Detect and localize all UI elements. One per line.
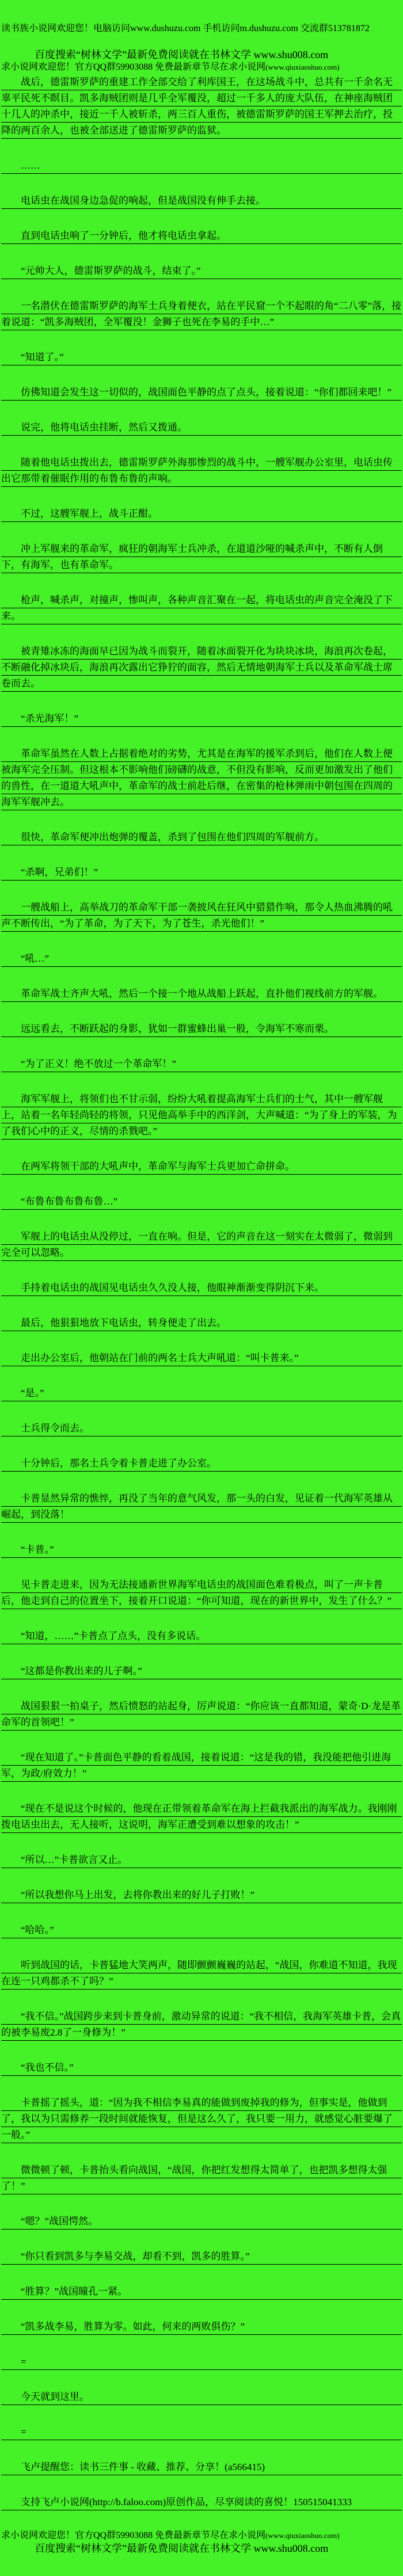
promo-qiuxiaoshuo-bottom-text: 求小说网欢迎您！官方QQ群59903088 免费最新章节尽在求小说网	[1, 2531, 266, 2540]
novel-paragraph: 革命军战士齐声大吼，然后一个接一个地从战船上跃起，直扑他们视线前方的军舰。	[1, 986, 402, 1002]
novel-paragraph: =	[1, 2424, 402, 2440]
novel-paragraph: 不过，这艘军舰上，战斗正酣。	[1, 506, 402, 522]
novel-paragraph: “凯多战李易，胜算为零。如此，何来的两败俱伤？”	[1, 2319, 402, 2335]
promo-line-shu008-top: 百度搜索“树林文学”最新免费阅读就在书林文学 www.shu008.com	[35, 49, 329, 60]
promo-qiuxiaoshuo-bottom-url: (www.qiuxiaoshuo.com)	[265, 2531, 340, 2540]
promo-line-qiuxiaoshuo-top	[1, 61, 402, 73]
novel-paragraph: “我不信。”战国跨步来到卡普身前，激动异常的说道：“我不相信，我海军英雄卡普，会真的被李易废2.8了一身修为！”	[1, 2009, 402, 2041]
novel-paragraph: ……	[1, 158, 402, 174]
novel-paragraph: 听到战国的话，卡普猛地大笑两声，随即颤颤巍巍的站起，“战国，你难道不知道，我现在连一只鸡都杀不了吗？”	[1, 1957, 402, 1990]
novel-paragraph: “布鲁布鲁布鲁布鲁…”	[1, 1194, 402, 1210]
promo-qiuxiaoshuo-text: 求小说网欢迎您！官方QQ群59903088 免费最新章节尽在求小说网	[1, 62, 266, 72]
novel-paragraph: “所以我想你马上出发，去将你教出来的好儿子打败！”	[1, 1887, 402, 1903]
novel-paragraph: 海军军舰上，将领们也不甘示弱，纷纷大吼着提高海军士兵们的士气，其中一艘军舰上，站着一名年轻尚轻的将领，只见他高举手中的西洋剑，大声喊道：“为了身上的军装，为了我们心中的正义，尽情的杀戮吧。”	[1, 1091, 402, 1140]
novel-paragraph: “是。”	[1, 1385, 402, 1401]
novel-paragraph: “我也不信。”	[1, 2060, 402, 2076]
novel-paragraph: “知道，……”卡普点了点头，没有多说话。	[1, 1628, 402, 1644]
novel-paragraph: “卡普。”	[1, 1542, 402, 1558]
novel-paragraph: “杀光海军！”	[1, 711, 402, 727]
novel-body	[1, 74, 402, 2510]
novel-paragraph: 革命军虽然在人数上占据着绝对的劣势，尤其是在海军的援军杀到后，他们在人数上便被海军完全压制。但这根本不影响他们磅礴的战意，不但没有影响，反而更加激发出了他们的兽性，在一道道大吼声中，革命军的战士前赴后继，在密集的枪林弹雨中朝包围在四周的海军军舰冲去。	[1, 746, 402, 810]
novel-paragraph: 走出办公室后，他朝站在门前的两名士兵大声吼道：“叫卡普来。”	[1, 1350, 402, 1366]
promo-line-dushuzu: 读书族小说网欢迎您！电脑访问www.dushuzu.com 手机访问m.dushuzu.com 交流群513781872	[1, 24, 370, 33]
novel-paragraph: “现在不是说这个时候的，他现在正带领着革命军在海上拦截我派出的海军战力。我刚刚拨电话虫出去，无人接听，这说明，海军正遭受到难以想象的攻击！”	[1, 1801, 402, 1833]
novel-paragraph: 支持飞卢小说网(http://b.faloo.com)原创作品，尽享阅读的喜悦！150515041333	[1, 2494, 402, 2510]
novel-paragraph: 说完，他将电话虫挂断，然后又拨通。	[1, 420, 402, 436]
novel-paragraph: =	[1, 2354, 402, 2370]
novel-paragraph: 仿佛知道会发生这一切似的，战国面色平静的点了点头，接着说道：“你们都回来吧！”	[1, 384, 402, 401]
novel-paragraph: 微微顿了顿，卡普抬头看向战国，“战国，你把红发想得太简单了，也把凯多想得太强了！”	[1, 2162, 402, 2194]
novel-paragraph: 军舰上的电话虫从没停过，一直在响。但是，它的声音在这一刻实在太微弱了，微弱到完全可以忽略。	[1, 1229, 402, 1261]
novel-paragraph: 一艘战船上，高举战刀的革命军干部一袭披风在狂风中猎猎作响，那令人热血沸腾的吼声不断传出，“为了革命，为了天下，为了苍生，杀光他们！”	[1, 900, 402, 932]
novel-paragraph: “吼…”	[1, 951, 402, 967]
novel-paragraph: 电话虫在战国身边急促的响起，但是战国没有伸手去接。	[1, 193, 402, 209]
promo-line-qiuxiaoshuo-bottom	[1, 2529, 402, 2541]
novel-paragraph: 战国狠狠一拍桌子，然后愤怒的站起身，厉声说道：“你应该一直都知道，蒙奇·D·龙是革命军的首领吧！”	[1, 1698, 402, 1731]
novel-paragraph: 手持着电话虫的战国见电话虫久久没人接，他眼神渐渐变得阴沉下来。	[1, 1280, 402, 1296]
promo-qiuxiaoshuo-url: (www.qiuxiaoshuo.com)	[265, 63, 340, 71]
promo-line-shu008-bottom: 百度搜索“树林文学”最新免费阅读就在书林文学 www.shu008.com	[35, 2543, 329, 2554]
novel-paragraph: 远远看去，不断跃起的身影，犹如一群蜜蜂出巢一般，令海军不寒而栗。	[1, 1021, 402, 1037]
novel-paragraph: “元帅大人，德雷斯罗萨的战斗，结束了。”	[1, 263, 402, 279]
novel-paragraph: “杀啊，兄弟们！”	[1, 864, 402, 881]
novel-paragraph: “哈哈。”	[1, 1922, 402, 1938]
novel-paragraph: 随着他电话虫拨出去，德雷斯罗萨外海那惨烈的战斗中，一艘军舰办公室里，电话虫传出它那带着催眠作用的布鲁布鲁的声响。	[1, 455, 402, 487]
novel-paragraph: “嗯？”战国愕然。	[1, 2213, 402, 2230]
novel-paragraph: 战后，德雷斯罗萨的重建工作全部交给了利库国王，在这场战斗中，总共有一千余名无辜平民死不瞑目。凯多海贼团则是几乎全军覆没，超过一千多人的庞大队伍，在神座海贼团十几人的冲杀中，接近一千人被斩杀，两三百人重伤，被德雷斯罗萨的国王军押去治疗，投降的两百余人，也被全部送进了德雷斯罗萨的监狱。	[1, 74, 402, 139]
novel-paragraph: 卡普摇了摇头，道：“因为我不相信李易真的能做到废掉我的修为，但事实是，他做到了，我以为只需修养一段时间就能恢复，但是这么久了，我只要一用力，就感觉心脏要爆了一般。”	[1, 2095, 402, 2143]
novel-paragraph: 十分钟后，那名士兵令着卡普走进了办公室。	[1, 1455, 402, 1472]
novel-paragraph: 冲上军舰来的革命军，疯狂的朝海军士兵冲杀，在道道沙哑的喊杀声中，不断有人倒下，有海军，也有革命军。	[1, 541, 402, 573]
novel-paragraph: 最后，他狠狠地放下电话虫，转身便走了出去。	[1, 1315, 402, 1331]
novel-paragraph: 一名潜伏在德雷斯罗萨的海军士兵身着便衣，站在平民窟一个不起眼的角“二八零”落，接着说道：“凯多海贼团，全军覆没！金狮子也死在李易的手中…”	[1, 298, 402, 330]
novel-paragraph: 在两军将领干部的大吼声中，革命军与海军士兵更加亡命拼命。	[1, 1159, 402, 1175]
novel-paragraph: “知道了。”	[1, 349, 402, 365]
novel-paragraph: 见卡普走进来，因为无法接通新世界海军电话虫的战国面色难看极点，叫了一声卡普后，他走到自己的位置坐下，接着开口说道：“你可知道，现在的新世界中，发生了什么？”	[1, 1577, 402, 1609]
novel-paragraph: 直到电话虫响了一分钟后，他才将电话虫拿起。	[1, 228, 402, 244]
novel-paragraph: “你只看到凯多与李易交战，却看不到，凯多的胜算。”	[1, 2249, 402, 2265]
novel-paragraph: 卡普显然异常的憔悴，再没了当年的意气风发，那一头的白发，见证着一代海军英雄从崛起，到没落！	[1, 1491, 402, 1523]
novel-paragraph: “所以…”卡普欲言又止。	[1, 1852, 402, 1868]
novel-paragraph: “这都是你教出来的儿子啊。”	[1, 1663, 402, 1679]
novel-paragraph: 枪声，喊杀声，对撞声，惨叫声，各种声音汇聚在一起，将电话虫的声音完全淹没了下来。	[1, 592, 402, 624]
novel-paragraph: 今天就到这里。	[1, 2389, 402, 2405]
novel-paragraph: “现在知道了。”卡普面色平静的看着战国，接着说道：“这是我的错，我没能把他引进海军，为政/府效力！”	[1, 1750, 402, 1782]
novel-paragraph: 飞卢提醒您：读书三件事 - 收藏、推荐、分享！(a566415)	[1, 2459, 402, 2475]
novel-paragraph: “胜算？”战国瞳孔一紧。	[1, 2284, 402, 2300]
novel-paragraph: “为了正义！绝不放过一个革命军！”	[1, 1056, 402, 1072]
novel-paragraph: 士兵得令而去。	[1, 1420, 402, 1436]
novel-paragraph: 被青雉冰冻的海面早已因为战斗而裂开，随着冰面裂开化为块块冰块，海浪再次卷起，不断融化掉冰块后，海浪再次露出它狰狞的面容，然后无情地朝海军士兵以及革命军战士席卷而去。	[1, 643, 402, 692]
novel-paragraph: 很快，革命军便冲出炮弹的覆盖，杀到了包围在他们四周的军舰前方。	[1, 829, 402, 845]
